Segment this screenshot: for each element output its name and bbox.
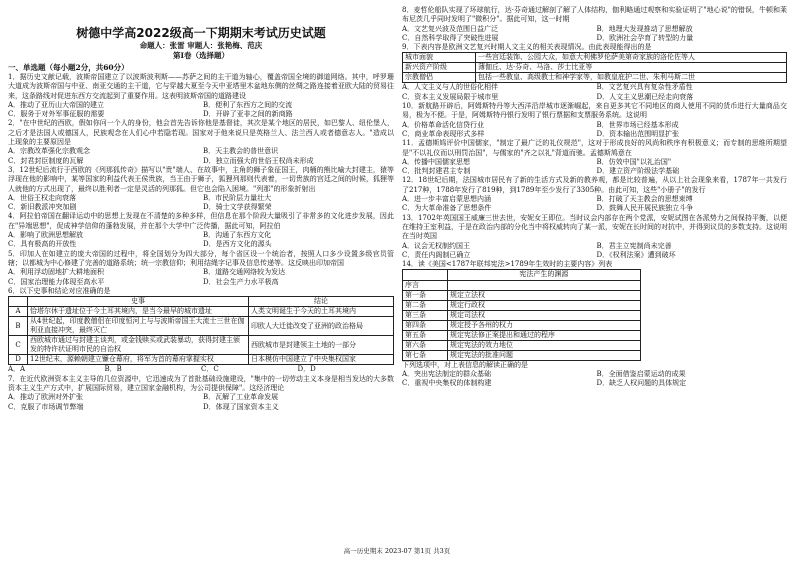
q14-table-body <box>403 280 641 360</box>
row-content: 规定立法权 <box>448 290 641 300</box>
question-stem: 1．据历史文献记载，波斯帝国建立了以波斯波利斯——苏萨之间的主干道为轴心，覆盖帝国全境的御道网络。其中，呼罗珊大道成为波斯帝国与中亚、南亚交通的主干道，它与穿越大夏至今天中亚塔里木盆地东侧的丝绸之路连接着亚欧大陆的贸易往来，这条路线对促进东西方交流起到了重要作用。这表明波斯帝国的道路建设 <box>8 73 394 100</box>
table-row <box>9 317 394 336</box>
table-header-cell: 史事 <box>28 297 249 307</box>
option-list <box>402 83 787 102</box>
table-row <box>403 330 641 340</box>
left-column <box>8 6 394 412</box>
row-content: 规定司法权 <box>448 310 641 320</box>
option-item[interactable]: C．克服了市场调节弊端 <box>8 402 84 411</box>
table-row <box>403 290 641 300</box>
row-article: 第六条 <box>403 340 448 350</box>
question-stem: 3．12世纪后流行于西欧的《列那狐传奇》描写以"贵"端人、在故事中，主角的狮子象征国王，肉桶的熊比喻大封建主，猿等浮现在他的影响中，某等国家的利益代表王侯贵族，当王由于狮子，狐狸列那则代表着，一切贵族的宫廷之间的时候，狐狸等人就他的方式出现了，最终以胜利者一定是灵活的列那狐。但它也会陷入困境。"列那"的形象折射出 <box>8 165 394 193</box>
option-item[interactable]: D．D <box>297 365 316 374</box>
exam-title: 树德中学高2022级高一下期期末考试历史试题 <box>76 26 326 40</box>
option-item[interactable]: D．体现了国家资本主义 <box>203 402 279 411</box>
row-conclusion: 西欧城市是封建领主土地的一部分 <box>249 336 394 355</box>
question-11 <box>402 139 787 176</box>
table-row <box>403 300 641 310</box>
row-conclusion: 日本模仿中国建立了中央集权国家 <box>249 355 394 365</box>
option-item[interactable]: A．利用浮动固地扩大耕地面积 <box>8 268 105 277</box>
row-label: A <box>9 307 28 317</box>
table-header-row <box>9 297 394 307</box>
table-row <box>403 340 641 350</box>
option-list <box>8 365 394 374</box>
option-item[interactable]: B．文艺复兴具有复杂性矛盾性 <box>596 83 693 92</box>
option-item[interactable]: A．传播中国儒家思想 <box>402 157 471 166</box>
table-header-cell: 结论 <box>249 297 394 307</box>
table-row <box>9 355 394 365</box>
question-stem: 13．1702年英国国王威廉三世去世，安妮女王即位。当时议会内部存在两个党派，安妮试图在各派势力之间保持平衡，以便在维持王室利益，于是在政治内部的分化当中将权威转向了某一派，安妮在长时间的对抗中，并得到议员的多数支持。这说明在当时英国 <box>402 213 787 241</box>
question-2 <box>8 119 394 165</box>
option-item[interactable]: C．新旧教派冲突加剧 <box>8 203 77 212</box>
question-stem: 9．下表内容是欧洲文艺复兴时期人文主义的相关表现情况。由此表现能得出的是 <box>402 43 652 52</box>
table-row <box>403 350 641 360</box>
option-item[interactable]: C．封君封臣制度的瓦解 <box>8 156 84 165</box>
q9-table-body <box>403 53 787 83</box>
table-row <box>403 63 787 73</box>
option-item[interactable]: A．议会无权制约国王 <box>402 241 471 250</box>
question-stem: 2．"在中世纪的西欧，假如你问一个人的身份，他会首先告诉你他是基督徒，其次是某个地区的居民，如巴黎人、纽伦堡人，之后才是法国人或德国人，民族观念在人们心中若隐若现。国家对于他来说只是英格兰人、法兰西人或者德意志人。"造成以上现象的主要原因是 <box>8 119 394 147</box>
option-item[interactable]: C．为大革命准备了思想条件 <box>402 204 492 213</box>
table-row <box>403 73 787 83</box>
question-stem: 5．印加人在如建立的庞大帝国的过程中，将全国划分为四大部分，每个省区设一个统治者，按照人口多少设置多级官员管辖；以都城为中心修建了完善的道路系统；统一宗教信仰；利用结绳字记事及信息传递等。这反映出印加帝国 <box>8 249 394 267</box>
table-header-cell <box>403 270 448 280</box>
row-field: 新兴资产阶级 <box>403 63 476 73</box>
row-event: 恰塔尔休于遗址位于今土耳其境内，是当今最早的城市遗址 <box>28 307 249 317</box>
option-item[interactable]: B．仿效中国"以礼治国" <box>596 157 672 166</box>
option-item[interactable]: A．A <box>8 365 26 374</box>
row-event: 12世纪末，源赖朝建立镰仓幕府，将军为首的幕府掌握实权 <box>28 355 249 365</box>
option-item[interactable]: D．《权利法案》遭到破坏 <box>596 250 676 259</box>
option-item[interactable]: C．C <box>201 365 219 374</box>
exam-authors: 命题人：张雷 审题人：张艳梅、范庆 <box>139 41 263 50</box>
question-stem: 6．以下史事和结论对应准确的是 <box>8 286 111 295</box>
option-list <box>402 25 787 44</box>
option-item[interactable]: A．进一步丰富启蒙思想内涵 <box>402 195 492 204</box>
option-item[interactable]: D．缺乏人权问题的具体规定 <box>596 379 687 388</box>
table-header-cell <box>9 297 28 307</box>
option-item[interactable]: B．天主教会的普世意识 <box>203 147 279 156</box>
option-item[interactable]: D．建立资产阶级法学基础 <box>596 167 680 176</box>
row-content: 规定行政权 <box>448 300 641 310</box>
question-9 <box>402 43 787 102</box>
right-column <box>402 6 787 389</box>
option-item[interactable]: C．批判封建君主专制 <box>402 167 471 176</box>
option-item[interactable]: D．人文主义思潮已经走向衰落 <box>596 92 694 101</box>
table-row <box>9 336 394 355</box>
option-item[interactable]: B．瓦解了工业革命发展 <box>203 393 279 402</box>
option-list <box>8 268 394 287</box>
question-7 <box>8 375 394 412</box>
option-item[interactable]: A．文艺复兴波及范围日益广泛 <box>402 24 499 33</box>
option-item[interactable]: B．全面借鉴启蒙运动的成果 <box>596 370 686 379</box>
question-stem: 12．18世纪后期，法国城市居民有了新的生活方式及新的教养观，都是比较普遍，从以上社会现象来看，1787年一共发行了217种，1788年发行了819种，到1789年至少发行了3305种。由此可知，这些"小册子"的发行 <box>402 176 787 194</box>
option-item[interactable]: A．影响了欧洲思想解放 <box>8 231 84 240</box>
question-8 <box>402 6 787 43</box>
option-item[interactable]: B．地理大发现推动了思想解放 <box>596 24 693 33</box>
option-item[interactable]: D．是西方文化的源头 <box>203 240 272 249</box>
option-item[interactable]: D．开辟了亚非之间的新商路 <box>203 110 293 119</box>
row-event: 西欧城市通过与封建主谈判，或金钱赎买或武装暴动，获得封建主颁发的特许状证明市民的自治权 <box>28 336 249 355</box>
row-desc: 薄伽丘、达·芬奇、马洛、莎士比亚等 <box>476 63 787 73</box>
option-item[interactable]: D．欧洲社会孕育了转型的力量 <box>596 33 694 42</box>
option-item[interactable]: B．君主立宪制尚未完善 <box>596 241 672 250</box>
option-list <box>402 121 787 140</box>
table-header-row <box>403 270 641 280</box>
option-item[interactable]: B．B <box>104 365 122 374</box>
row-label: C <box>9 336 28 355</box>
option-item[interactable]: A．价格革命活化信贷行业 <box>402 120 485 129</box>
row-label: B <box>9 317 28 336</box>
row-article: 第七条 <box>403 350 448 360</box>
question-14 <box>402 260 787 388</box>
option-item[interactable]: C．重视中央集权的体制构建 <box>402 379 492 388</box>
section-title: 第Ⅰ卷（选择题） <box>172 51 229 60</box>
right-questions <box>402 102 787 260</box>
row-field: 宗教僧侣 <box>403 73 476 83</box>
option-list <box>402 195 787 214</box>
question-stem: 10．新航路开辟后，阿姆斯特丹等大西洋沿岸城市逐渐崛起，来自更多其它不同地区的商人使用不同的货币进行大量商品交易，极为不便。于是，阿姆斯特丹银行发明了银行票据和支票服务系统。这说明 <box>402 102 787 120</box>
option-item[interactable]: C．服务于对外军事征服的需要 <box>8 110 105 119</box>
part-title: 一、单选题（每小题2分，共60分） <box>8 63 129 72</box>
table-row <box>403 310 641 320</box>
question-stem: 7．在近代欧洲资本主义主导的几位资源中，它迅速成为了首批基础设施建设，"集中的一切劳动主义本身是相当发达的大多数资本主义生产方式中，扩展国际贸易，建立国家金融机构，为公司提供保障"。这经济理论 <box>8 374 394 393</box>
option-item[interactable]: B．便利了东西方之间的交流 <box>203 100 293 109</box>
question-stem: 11．孟德斯鸠评价中国儒家，"制定了最广泛的礼仪规范"，这对于形成良好的风尚和秩序有积极意义；而专制的思维所期望是"不以礼仪而以刑罚治国"，与儒家的"齐之以礼"背道而驰。孟德斯鸠意在 <box>402 139 787 157</box>
option-item[interactable]: D．鼓舞人民开展民族独立斗争 <box>596 204 694 213</box>
option-list <box>402 370 787 389</box>
table-row <box>9 307 394 317</box>
option-list <box>402 242 787 261</box>
option-list <box>8 393 394 412</box>
row-article: 第四条 <box>403 320 448 330</box>
left-questions <box>8 73 394 287</box>
option-item[interactable]: A．宗教改革强化宗教观念 <box>8 147 91 156</box>
page-footer: 高一历史期末 2023-07 第1页 共3页 <box>343 546 451 555</box>
option-item[interactable]: C．责任内阁制已确立 <box>402 250 471 259</box>
table-row <box>403 320 641 330</box>
table-row <box>403 53 787 63</box>
row-article: 第三条 <box>403 310 448 320</box>
option-list <box>402 158 787 177</box>
row-article: 第二条 <box>403 300 448 310</box>
question-5 <box>8 250 394 287</box>
row-content <box>448 280 641 290</box>
row-article: 第一条 <box>403 290 448 300</box>
question-closing: 下列选项中，对上表信息的解读正确的是 <box>402 360 528 369</box>
q9-table <box>402 52 787 83</box>
option-item[interactable]: A．推动了欧洲对外扩张 <box>8 393 84 402</box>
option-item[interactable]: B．打破了天主教会的思想束缚 <box>596 195 693 204</box>
option-item[interactable]: B．市民阶层力量壮大 <box>203 193 272 202</box>
question-1 <box>8 73 394 119</box>
row-content: 规定宪法的批准问题 <box>448 350 641 360</box>
option-item[interactable]: D．社会生产力水平极高 <box>203 277 279 286</box>
option-item[interactable]: C．具有极高的开放性 <box>8 240 77 249</box>
option-item[interactable]: B．世界市场已经基本形成 <box>596 120 679 129</box>
row-field: 城市面貌 <box>403 53 476 63</box>
question-10 <box>402 102 787 139</box>
row-content: 规定宪法修正案提出和通过的程序 <box>448 330 641 340</box>
option-list <box>8 101 394 120</box>
question-stem: 8．麦哲伦船队实现了环球航行，达·芬奇通过解剖了解了人体结构，伽利略通过观察和实验证明了"地心说"的错误，牛顿和莱布尼茨几乎同时发明了"微积分"。据此可知，这一时期 <box>402 6 787 24</box>
option-item[interactable]: A．突出宪法制定的群众基础 <box>402 370 492 379</box>
option-list <box>8 147 394 166</box>
row-article: 序言 <box>403 280 448 290</box>
row-conclusion: 印欧人大迁徙改变了亚洲的政治格局 <box>249 317 394 336</box>
option-item[interactable]: C．商业革命表现形式多样 <box>402 129 485 138</box>
table-row <box>403 280 641 290</box>
option-item[interactable]: B．沟通了东西方文化 <box>203 231 272 240</box>
option-item[interactable]: A．世俗王权走向衰落 <box>8 193 77 202</box>
question-6 <box>8 287 394 375</box>
row-event: 从4世纪起，印度教僧侣在印度恒河上与与波斯帝国王大流士三世在伽利亚直接冲突，最终灭亡 <box>28 317 249 336</box>
q6-table-body <box>9 307 394 365</box>
option-item[interactable]: D．资本输出范围明显扩张 <box>596 129 680 138</box>
option-item[interactable]: B．道路交通网络较为发达 <box>203 268 286 277</box>
row-conclusion: 人类文明诞生于今天的土耳其境内 <box>249 307 394 317</box>
q6-table <box>8 296 394 365</box>
table-header-cell: 宪法产生的渊源 <box>448 270 641 280</box>
option-item[interactable]: C．国家治理能力体现至高水平 <box>8 277 105 286</box>
option-list <box>8 231 394 250</box>
option-item[interactable]: A．人文主义与人的世俗化相伴 <box>402 83 499 92</box>
question-stem: 4．阿拉伯帝国在翻译运动中的思想上发现在不清楚的多种多样，但信息在那个阶段大量吸引了非常多的文化进步发展，因此在"异端思想"，促成神学信仰的蓬勃发展，并在那个大学中广泛传播，据此可知，阿拉伯 <box>8 212 394 230</box>
option-list <box>8 194 394 213</box>
row-content: 规定授予各州的权力 <box>448 320 641 330</box>
row-label: D <box>9 355 28 365</box>
option-item[interactable]: C．资本主义发展局限于城市里 <box>402 92 499 101</box>
row-desc: 一些宫廷装饰、公园大众，如意大利佛罗伦萨美第奇家族的洛伦佐等人 <box>476 53 787 63</box>
question-3 <box>8 166 394 212</box>
row-desc: 包括一些教皇、高级教士和神学家等，如教皇庇护二世、朱利马斯二世 <box>476 73 787 83</box>
option-item[interactable]: D．独立而强大的世俗王权尚未形成 <box>203 156 314 165</box>
option-item[interactable]: D．骑士文学获得繁荣 <box>203 203 272 212</box>
row-article: 第五条 <box>403 330 448 340</box>
row-content: 规定宪法的效力地位 <box>448 340 641 350</box>
option-item[interactable]: C．自然科学取得了突破性进展 <box>402 33 499 42</box>
question-12 <box>402 176 787 213</box>
question-stem: 14．读《美国<1787年联邦宪法>1789年生效时的主要内容》列表 <box>402 260 613 269</box>
q14-table <box>402 269 641 360</box>
question-4 <box>8 212 394 249</box>
option-item[interactable]: A．推动了亚历山大帝国的建立 <box>8 100 105 109</box>
question-13 <box>402 214 787 260</box>
